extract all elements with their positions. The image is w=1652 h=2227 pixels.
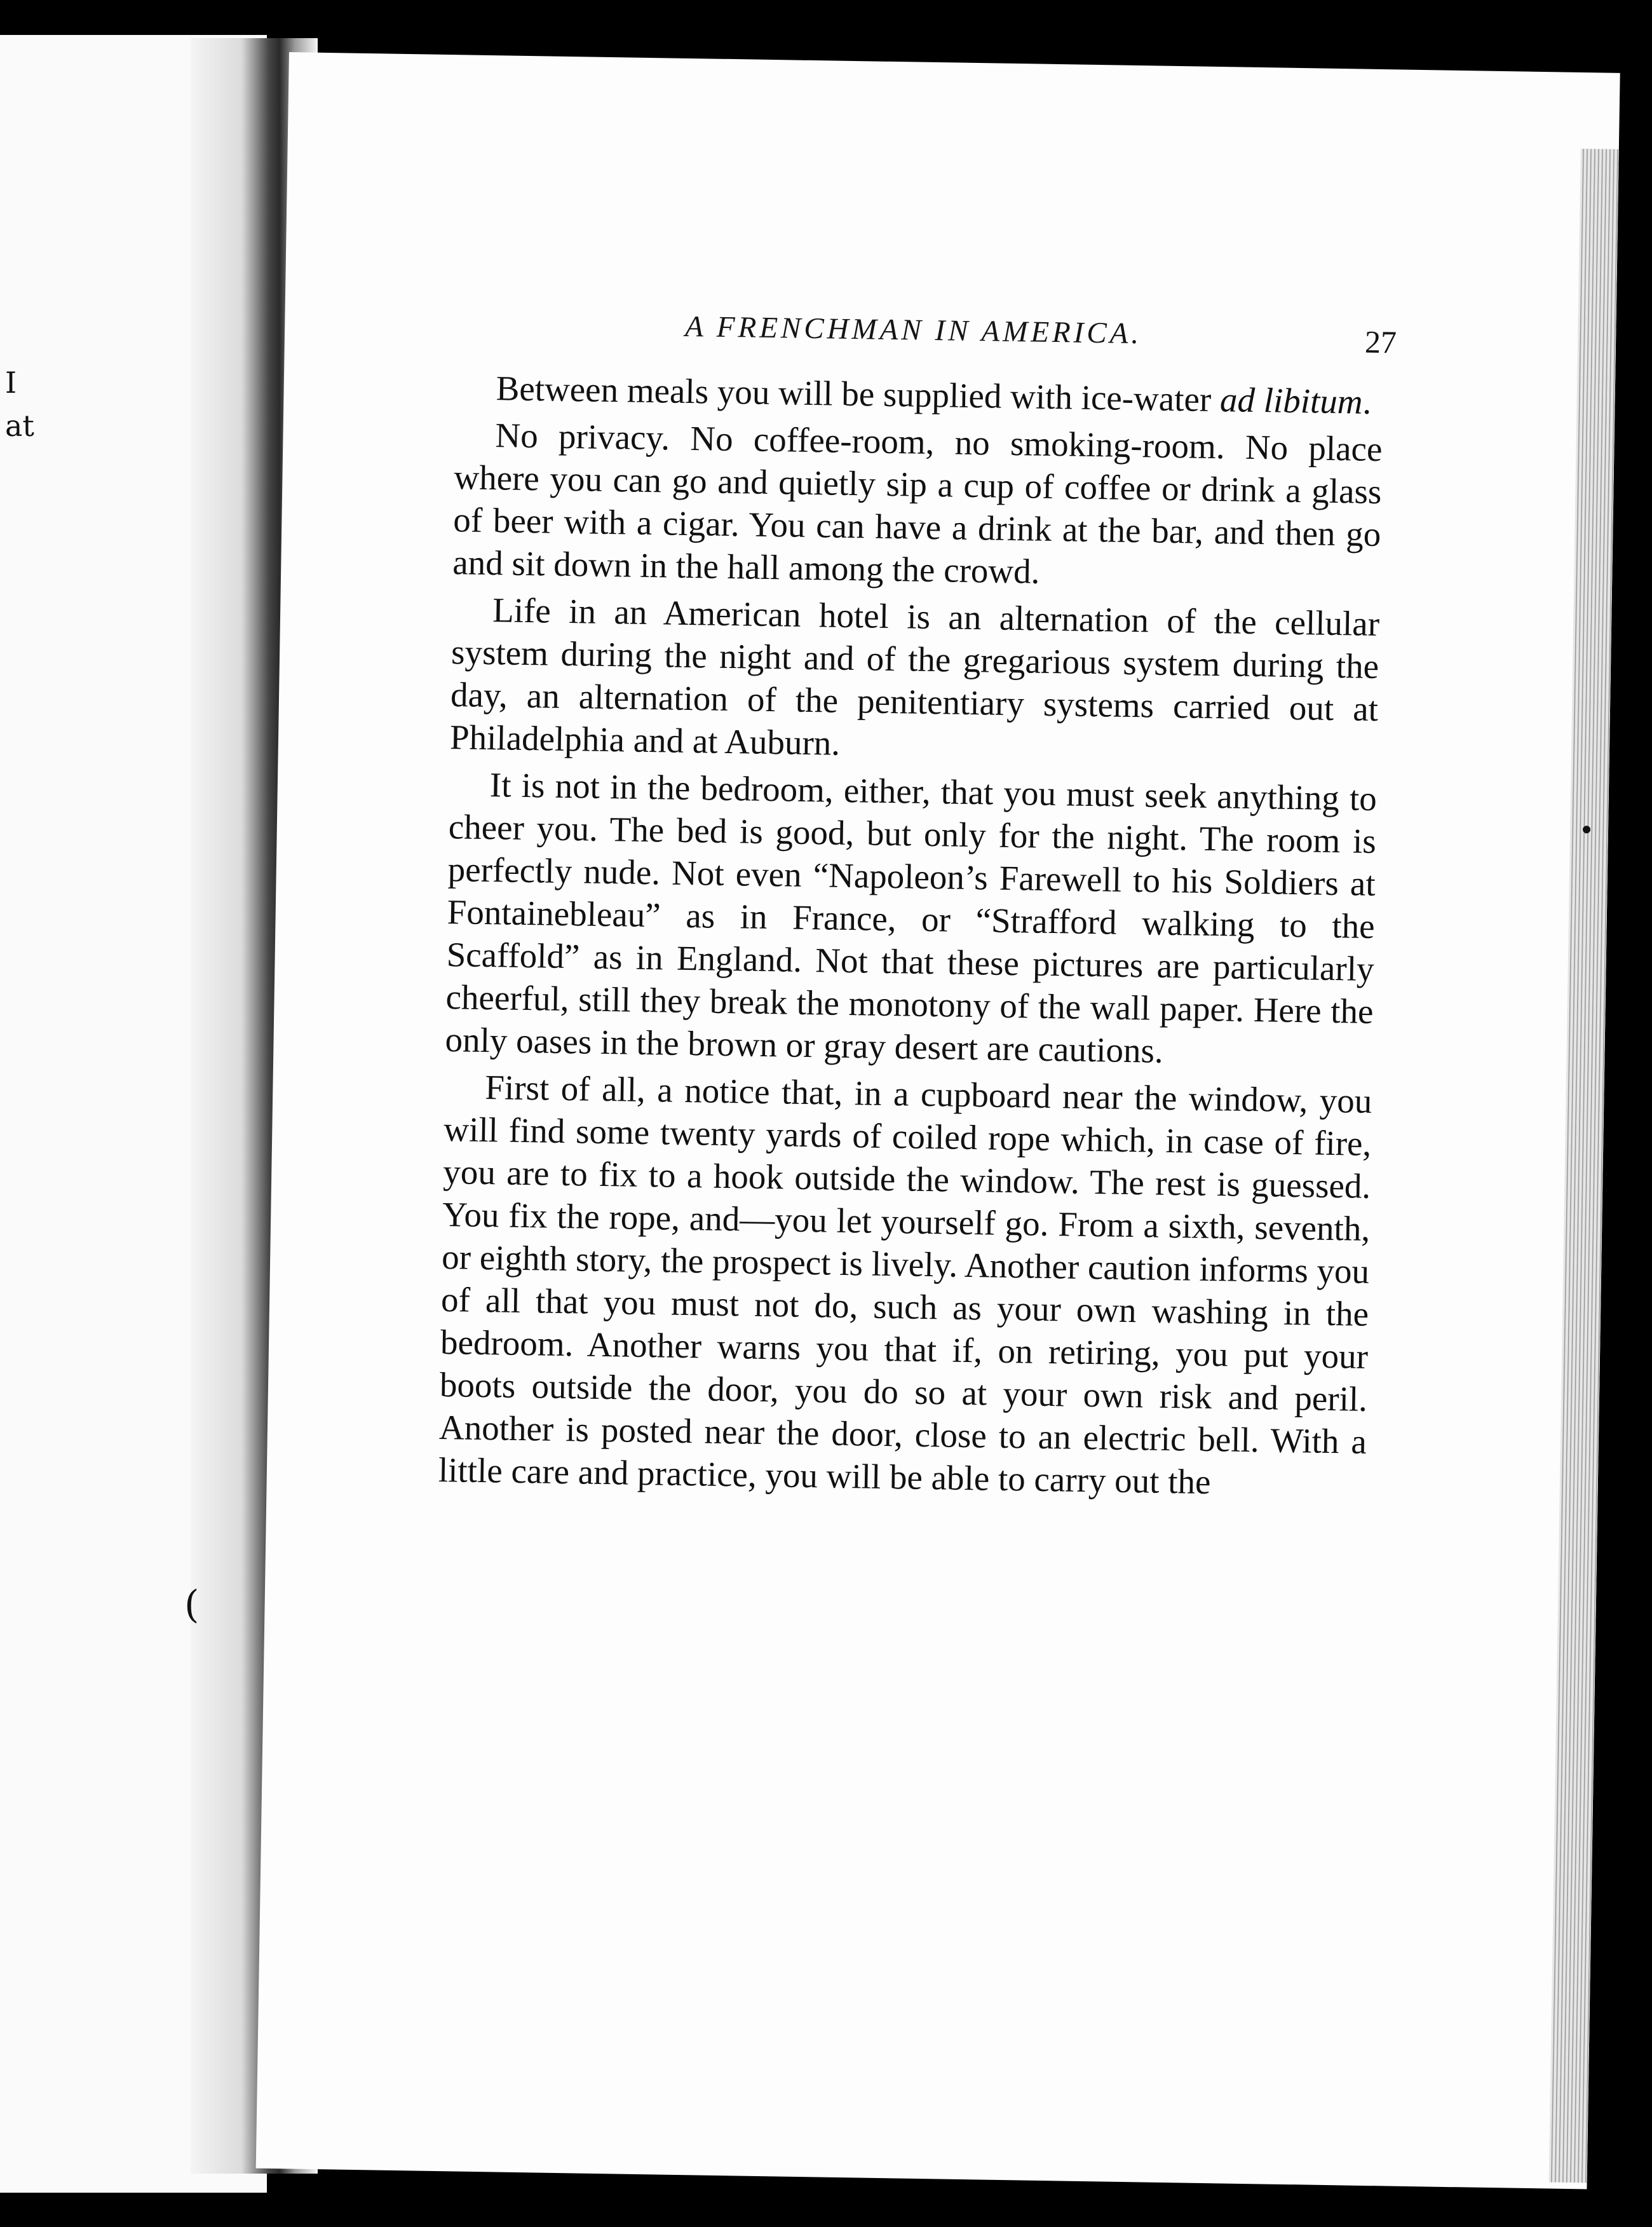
- paragraph-3: Life in an American hotel is an alternation of the cellular system during the night and of the gregarious system during the day, an alternation of the penitentiary systems carried out at Philadelphia and at Auburn.: [449, 590, 1380, 763]
- binding-mark: (: [184, 1583, 200, 1627]
- paragraph-1-end: .: [1362, 382, 1372, 421]
- paragraph-1: [455, 366, 1383, 423]
- body-text: [438, 366, 1383, 1510]
- page-number: 27: [1364, 323, 1397, 360]
- paragraph-5: First of all, a notice that, in a cupboard near the window, you will find some twenty yards of coiled rope which, in case of fire, you are to fix to a hook outside the window. The rest is guessed. You fix the rope, and—you let yourself go. From a sixth, seventh, or eighth story, the prospect is lively. Another caution informs you of all that you must not do, such as your own washing in the bedroom. Another warns you that if, on retiring, you put your boots outside the door, you do so at your own risk and peril. Another is posted near the door, close to an electric bell. With a little care and practice, you will be able to carry out the: [438, 1068, 1372, 1502]
- running-head: A FRENCHMAN IN AMERICA.: [684, 310, 1142, 351]
- paragraph-1-italic: ad libitum: [1219, 380, 1364, 421]
- left-page-fragment-2: at: [5, 409, 34, 443]
- page-edge-stack: [1549, 149, 1619, 2183]
- paragraph-1-text: Between meals you will be supplied with ice-water: [496, 369, 1221, 419]
- paragraph-2: No privacy. No coffee-room, no smoking-room. No place where you can go and quietly sip a cup of coffee or drink a glass of beer with a cigar. You can have a drink at the bar, and then go and sit down in the hall among the crowd.: [452, 416, 1383, 591]
- paragraph-4: It is not in the bedroom, either, that you must seek anything to cheer you. The bed is good, but only for the night. The room is perfectly nude. Not even “Napoleon’s Farewell to his Soldiers at Fontainebleau” as in France, or “Strafford walking to the Scaffold” as in England. Not that these pictures are particularly cheerful, still they break the monotony of the wall paper. Here the only oases in the brown or gray desert are cautions.: [445, 765, 1378, 1070]
- right-main-page: [256, 52, 1620, 2189]
- left-page-fragment-1: I: [5, 365, 17, 400]
